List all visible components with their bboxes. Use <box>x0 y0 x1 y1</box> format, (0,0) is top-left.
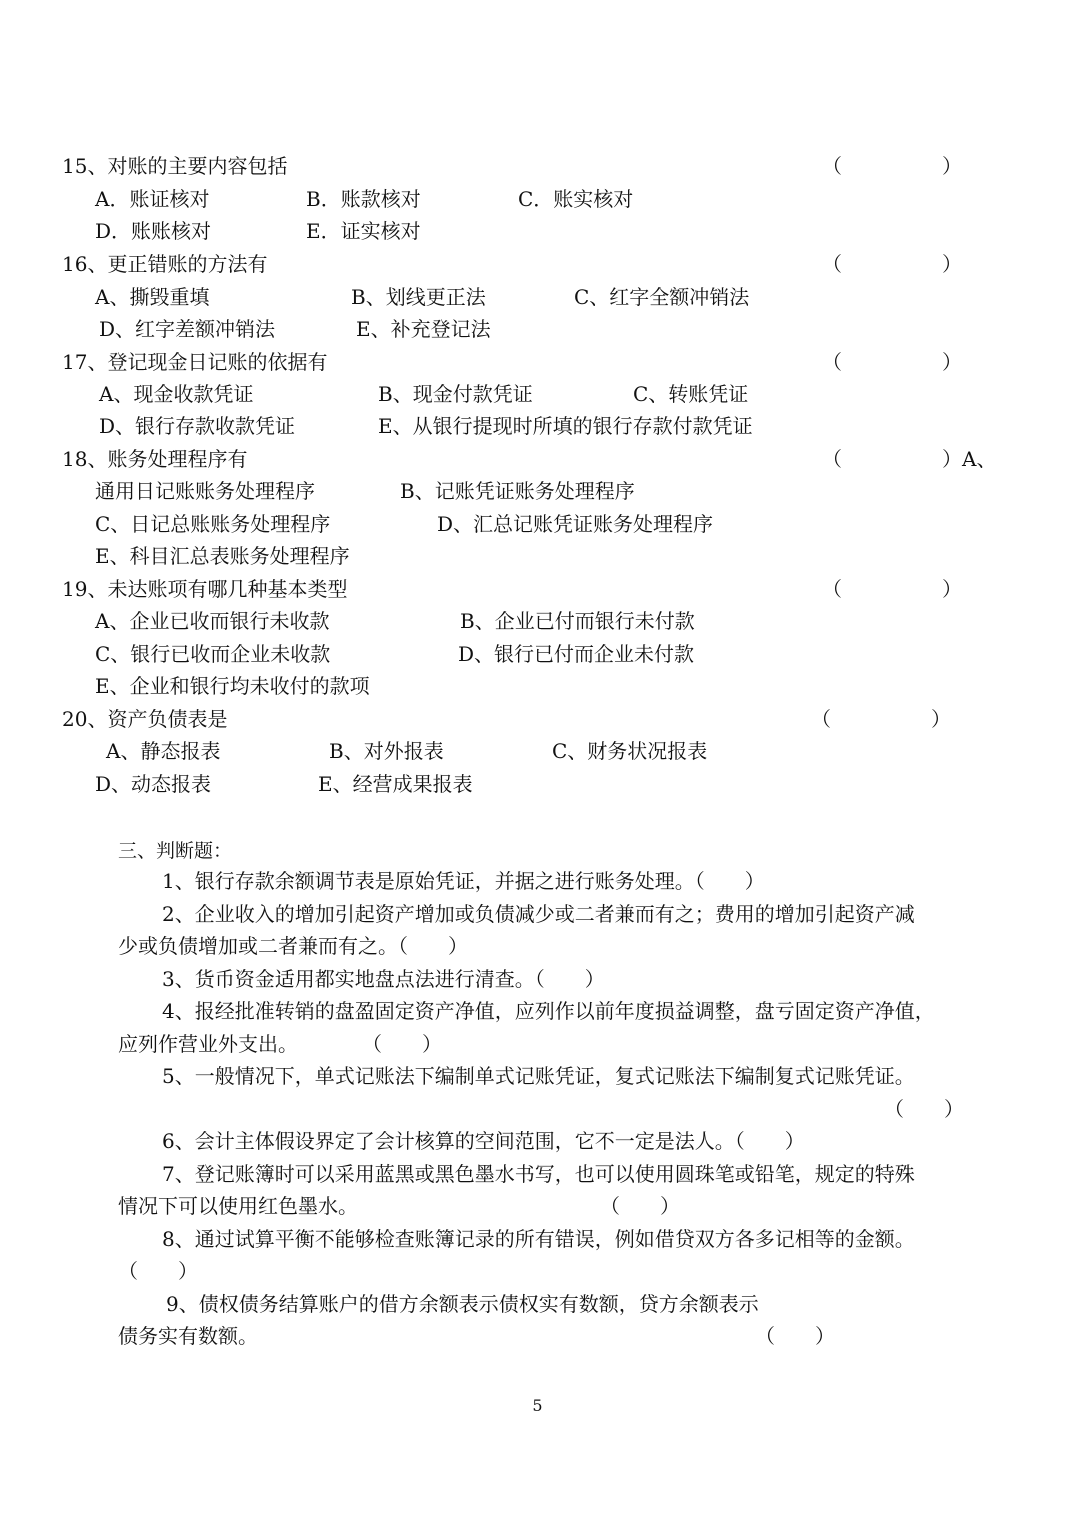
question-16-option-c: C、红字全额冲销法 <box>574 285 750 309</box>
judgment-item-3: 3、货币资金适用都实地盘点法进行清查。（ ） <box>162 967 605 991</box>
question-18-option-a: 通用日记账账务处理程序 <box>95 479 315 503</box>
question-19-option-e: E、企业和银行均未收付的款项 <box>95 674 370 698</box>
question-16-stem: 16、更正错账的方法有 <box>62 252 268 276</box>
judgment-item-8-line-1: 8、通过试算平衡不能够检查账簿记录的所有错误，例如借贷双方各多记相等的金额。 <box>162 1227 915 1251</box>
question-20-option-d: D、动态报表 <box>95 772 212 796</box>
judgment-item-9-line-1: 9、债权债务结算账户的借方余额表示债权实有数额，贷方余额表示 <box>166 1292 759 1316</box>
question-18-stem: 18、账务处理程序有 <box>62 447 248 471</box>
question-15-option-a: A．账证核对 <box>95 187 210 211</box>
judgment-item-9-line-2: 债务实有数额。 <box>118 1324 258 1348</box>
question-19-stem: 19、未达账项有哪几种基本类型 <box>62 577 348 601</box>
judgment-item-6: 6、会计主体假设界定了会计核算的空间范围，它不一定是法人。（ ） <box>162 1129 805 1153</box>
judgment-item-4-line-2: 应列作营业外支出。 <box>118 1032 298 1056</box>
question-18-answer-blank: （ ）A、 <box>822 447 997 471</box>
question-20-option-c: C、财务状况报表 <box>552 739 708 763</box>
question-17-option-d: D、银行存款收款凭证 <box>99 414 296 438</box>
question-20-option-e: E、经营成果报表 <box>318 772 473 796</box>
question-15-stem: 15、对账的主要内容包括 <box>62 154 288 178</box>
question-20-option-b: B、对外报表 <box>329 739 444 763</box>
judgment-item-2-line-2: 少或负债增加或二者兼而有之。（ ） <box>118 934 468 958</box>
question-18-option-e: E、科目汇总表账务处理程序 <box>95 544 350 568</box>
question-20-answer-blank: （ ） <box>811 707 951 731</box>
question-18-option-d: D、汇总记账凭证账务处理程序 <box>437 512 714 536</box>
question-19-option-c: C、银行已收而企业未收款 <box>95 642 331 666</box>
section-title-judgment: 三、判断题： <box>118 840 233 862</box>
question-18-option-b: B、记账凭证账务处理程序 <box>400 479 635 503</box>
question-15-answer-blank: （ ） <box>822 154 962 178</box>
page-number: 5 <box>532 1396 543 1415</box>
question-15-option-d: D．账账核对 <box>95 219 212 243</box>
question-19-answer-blank: （ ） <box>822 577 962 601</box>
question-17-answer-blank: （ ） <box>822 350 962 374</box>
judgment-item-7-line-1: 7、登记账簿时可以采用蓝黑或黑色墨水书写，也可以使用圆珠笔或铅笔，规定的特殊 <box>162 1162 915 1186</box>
question-16-option-e: E、补充登记法 <box>356 317 491 341</box>
question-15-option-e: E．证实核对 <box>306 219 421 243</box>
judgment-item-5-line-1: 5、一般情况下，单式记账法下编制单式记账凭证，复式记账法下编制复式记账凭证。 <box>162 1064 915 1088</box>
question-17-option-c: C、转账凭证 <box>633 382 749 406</box>
judgment-item-8-answer-blank: （ ） <box>118 1259 198 1283</box>
judgment-item-2-line-1: 2、企业收入的增加引起资产增加或负债减少或二者兼而有之；费用的增加引起资产减 <box>162 902 915 926</box>
question-16-option-b: B、划线更正法 <box>351 285 486 309</box>
question-15-option-b: B．账款核对 <box>306 187 421 211</box>
question-17-option-a: A、现金收款凭证 <box>99 382 254 406</box>
question-16-answer-blank: （ ） <box>822 252 962 276</box>
judgment-item-9-answer-blank: （ ） <box>755 1324 835 1348</box>
judgment-item-5-answer-blank: （ ） <box>884 1097 964 1121</box>
question-18-option-c: C、日记总账账务处理程序 <box>95 512 331 536</box>
question-17-stem: 17、登记现金日记账的依据有 <box>62 350 328 374</box>
question-16-option-d: D、红字差额冲销法 <box>99 317 276 341</box>
judgment-item-7-line-2: 情况下可以使用红色墨水。 <box>118 1194 358 1218</box>
question-20-stem: 20、资产负债表是 <box>62 707 228 731</box>
judgment-item-1: 1、银行存款余额调节表是原始凭证，并据之进行账务处理。（ ） <box>162 869 765 893</box>
question-15-option-c: C．账实核对 <box>518 187 634 211</box>
question-17-option-b: B、现金付款凭证 <box>378 382 533 406</box>
judgment-item-7-answer-blank: （ ） <box>600 1194 680 1218</box>
question-16-option-a: A、撕毁重填 <box>95 285 210 309</box>
judgment-item-4-answer-blank: （ ） <box>362 1032 442 1056</box>
question-19-option-a: A、企业已收而银行未收款 <box>95 609 330 633</box>
question-19-option-b: B、企业已付而银行未付款 <box>460 609 695 633</box>
question-19-option-d: D、银行已付而企业未付款 <box>458 642 695 666</box>
judgment-item-4-line-1: 4、报经批准转销的盘盈固定资产净值，应列作以前年度损益调整，盘亏固定资产净值， <box>162 999 935 1023</box>
question-20-option-a: A、静态报表 <box>106 739 221 763</box>
question-17-option-e: E、从银行提现时所填的银行存款付款凭证 <box>378 414 753 438</box>
